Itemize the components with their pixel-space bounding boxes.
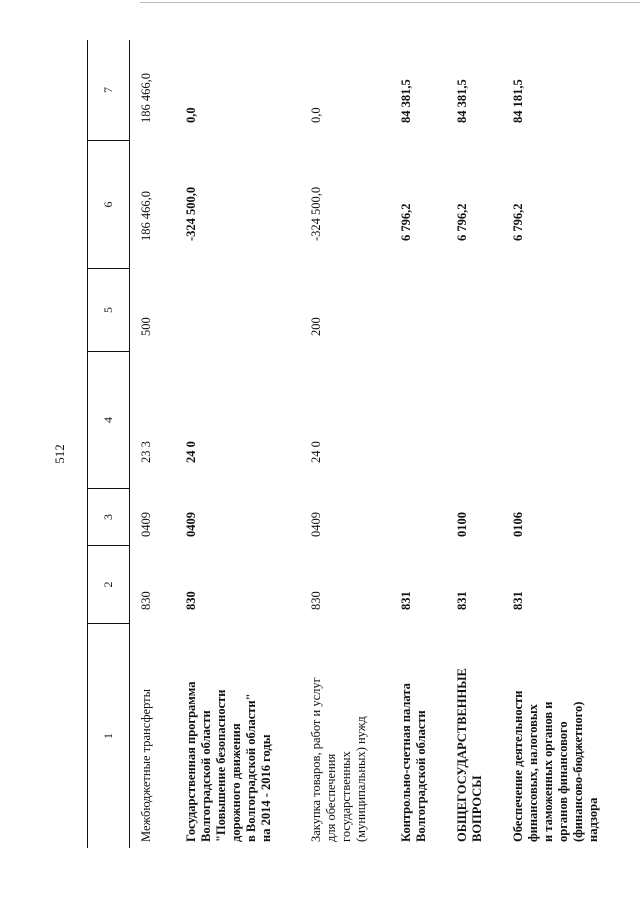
row-name-line: и таможенных органов и (541, 701, 555, 842)
row-name-line: ВОПРОСЫ (470, 775, 484, 842)
cell-c4: 24 0 (309, 441, 323, 463)
row-name-line: Волгоградской области (414, 710, 428, 842)
top-rule (140, 2, 640, 3)
row-name-line: Волгоградской области (199, 710, 213, 842)
cell-c5: 500 (139, 317, 153, 336)
row-name (455, 618, 485, 848)
row-name (184, 618, 274, 848)
budget-table (87, 40, 600, 848)
row-name-line: "Повышение безопасности (214, 689, 228, 842)
row-name-line: Контрольно-счетная палата (399, 683, 413, 842)
header-col-5: 5 (88, 268, 129, 351)
row-name-line: Государственная программа (184, 681, 198, 842)
page-number: 512 (52, 444, 67, 464)
cell-c2: 830 (184, 591, 198, 610)
row-name-line: ОБЩЕГОСУДАРСТВЕННЫЕ (455, 668, 469, 842)
row-name-line: органов финансового (556, 721, 570, 842)
row-name (139, 618, 154, 848)
header-col-3: 3 (88, 488, 129, 545)
cell-c6: -324 500,0 (184, 186, 198, 241)
table-header (87, 40, 130, 848)
header-col-2: 2 (88, 545, 129, 623)
header-col-6: 6 (88, 140, 129, 268)
cell-c3: 0100 (455, 512, 469, 537)
row-name-line: (муниципальных) нужд (354, 716, 368, 842)
cell-c7: 84 181,5 (511, 79, 525, 123)
cell-c6: 6 796,2 (511, 203, 525, 241)
row-name-line: дорожного движения (229, 723, 243, 842)
header-col-1: 1 (88, 623, 129, 848)
row-name-line: (финансово-бюджетного) (571, 701, 585, 842)
row-name-line: надзора (586, 797, 600, 842)
header-col-7: 7 (101, 87, 115, 93)
cell-c6: 186 466,0 (139, 191, 153, 241)
cell-c4: 23 3 (139, 441, 153, 463)
row-name (399, 618, 429, 848)
cell-c4: 24 0 (184, 441, 198, 463)
cell-c7: 186 466,0 (139, 73, 153, 123)
cell-c3: 0106 (511, 512, 525, 537)
cell-c2: 831 (399, 591, 413, 610)
cell-c2: 830 (139, 591, 153, 610)
cell-c3: 0409 (184, 512, 198, 537)
cell-c5: 200 (309, 317, 323, 336)
cell-c2: 831 (455, 591, 469, 610)
row-name-line: финансовых, налоговых (526, 704, 540, 842)
cell-c6: -324 500,0 (309, 186, 323, 241)
cell-c2: 830 (309, 591, 323, 610)
cell-c7: 84 381,5 (455, 79, 469, 123)
row-name-line: Закупка товаров, работ и услуг (309, 677, 323, 842)
header-col-4: 4 (88, 351, 129, 488)
row-name-line: Обеспечение деятельности (511, 690, 525, 842)
row-name-line: в Волгоградской области" (244, 693, 258, 842)
cell-c3: 0409 (309, 512, 323, 537)
cell-c6: 6 796,2 (399, 203, 413, 241)
row-name (309, 618, 369, 848)
cell-c3: 0409 (139, 512, 153, 537)
row-name-line: на 2014 - 2016 годы (259, 734, 273, 842)
row-name-line: государственных (339, 751, 353, 842)
cell-c2: 831 (511, 591, 525, 610)
cell-c7: 84 381,5 (399, 79, 413, 123)
row-name-line: Межбюджетные трансферты (139, 688, 153, 842)
row-name (511, 618, 601, 848)
row-name-line: для обеспечения (324, 753, 338, 842)
cell-c6: 6 796,2 (455, 203, 469, 241)
cell-c7: 0,0 (184, 107, 198, 123)
cell-c7: 0,0 (309, 107, 323, 123)
